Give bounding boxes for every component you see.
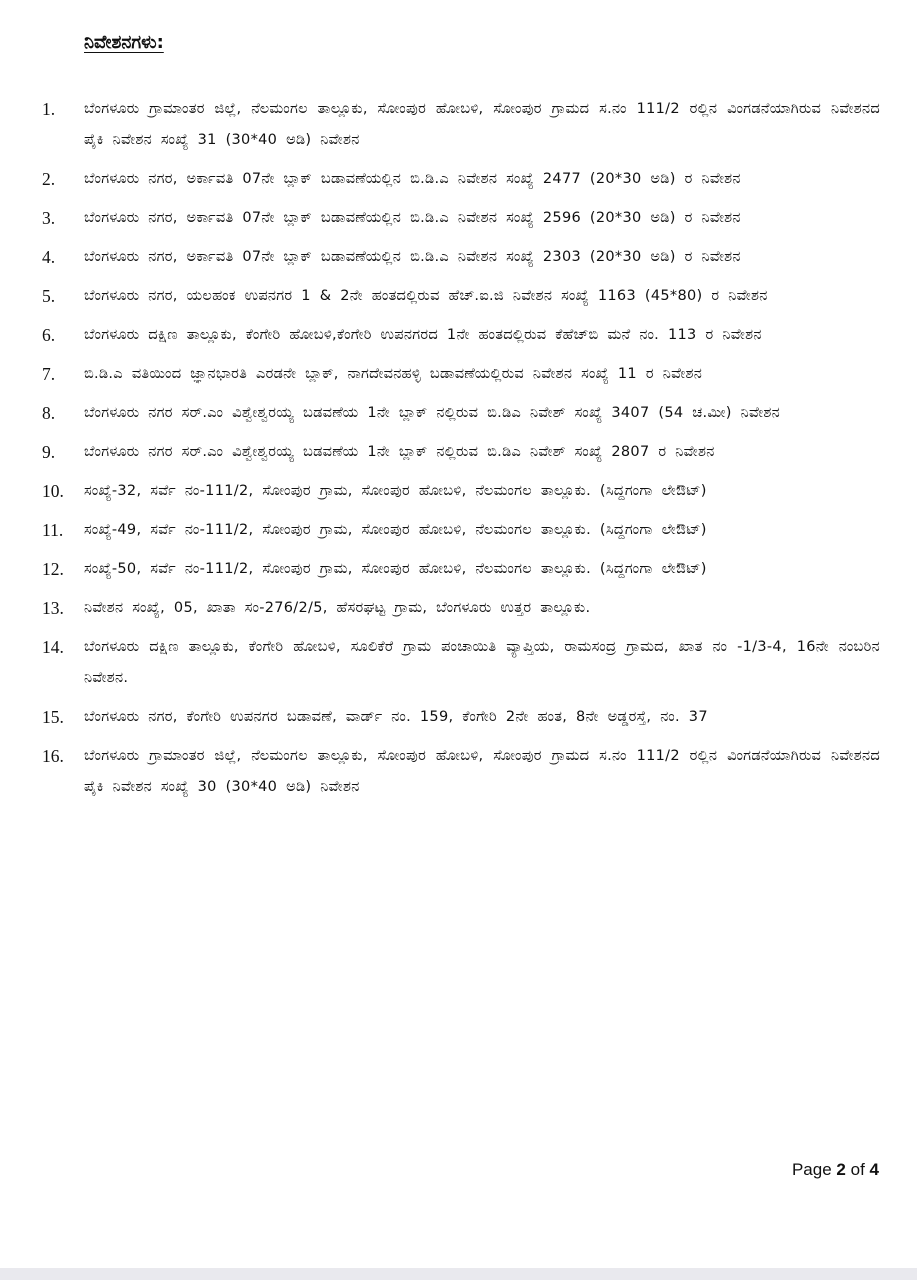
page-bottom-edge xyxy=(0,1268,917,1280)
list-item xyxy=(42,359,880,390)
item-text: ಬೆಂಗಳೂರು ನಗರ, ಅರ್ಕಾವತಿ 07ನೇ ಬ್ಲಾಕ್ ಬಡಾವಣೆಯಲ್ಲಿನ ಬಿ.ಡಿ.ಎ ನಿವೇಶನ ಸಂಖ್ಯೆ 2303 (20*30 ಅಡಿ) ರ ನಿವೇಶನ xyxy=(84,249,741,265)
list-item xyxy=(42,632,880,694)
item-number: 1. xyxy=(42,99,56,119)
item-number: 2. xyxy=(42,169,56,189)
section-heading: ನಿವೇಶನಗಳು: xyxy=(84,32,164,53)
item-text: ಬೆಂಗಳೂರು ಗ್ರಾಮಾಂತರ ಜಿಲ್ಲೆ, ನೆಲಮಂಗಲ ತಾಲ್ಲೂಕು, ಸೋಂಪುರ ಹೋಬಳಿ, ಸೋಂಪುರ ಗ್ರಾಮದ ಸ.ನಂ 111/2 ರಲ್ಲಿನ ವಿಂಗಡನೆಯಾಗಿರುವ ನಿವೇಶನದ ಪೈಕಿ ನಿವೇಶನ ಸಂಖ್ಯೆ 31 (30*40 ಅಡಿ) ನಿವೇಶನ xyxy=(84,101,880,148)
list-item xyxy=(42,515,880,546)
of-label: of xyxy=(850,1160,865,1179)
item-text: ಬೆಂಗಳೂರು ನಗರ, ಅರ್ಕಾವತಿ 07ನೇ ಬ್ಲಾಕ್ ಬಡಾವಣೆಯಲ್ಲಿನ ಬಿ.ಡಿ.ಎ ನಿವೇಶನ ಸಂಖ್ಯೆ 2477 (20*30 ಅಡಿ) ರ ನಿವೇಶನ xyxy=(84,171,741,187)
list-item xyxy=(42,164,880,195)
item-text: ಬೆಂಗಳೂರು ಗ್ರಾಮಾಂತರ ಜಿಲ್ಲೆ, ನೆಲಮಂಗಲ ತಾಲ್ಲೂಕು, ಸೋಂಪುರ ಹೋಬಳಿ, ಸೋಂಪುರ ಗ್ರಾಮದ ಸ.ನಂ 111/2 ರಲ್ಲಿನ ವಿಂಗಡನೆಯಾಗಿರುವ ನಿವೇಶನದ ಪೈಕಿ ನಿವೇಶನ ಸಂಖ್ಯೆ 30 (30*40 ಅಡಿ) ನಿವೇಶನ xyxy=(84,748,880,795)
list-item xyxy=(42,281,880,312)
item-number: 14. xyxy=(42,637,64,657)
total-pages: 4 xyxy=(869,1160,879,1179)
list-item xyxy=(42,242,880,273)
list-item xyxy=(42,94,880,156)
list-item xyxy=(42,203,880,234)
property-list xyxy=(42,94,880,811)
list-item xyxy=(42,476,880,507)
item-number: 4. xyxy=(42,247,56,267)
page-number xyxy=(792,1160,879,1180)
item-text: ಬೆಂಗಳೂರು ದಕ್ಷಿಣ ತಾಲ್ಲೂಕು, ಕೆಂಗೇರಿ ಹೋಬಳಿ,ಕೆಂಗೇರಿ ಉಪನಗರದ 1ನೇ ಹಂತದಲ್ಲಿರುವ ಕೆಹೆಚ್‌ಬಿ ಮನೆ ನಂ. 113 ರ ನಿವೇಶನ xyxy=(84,327,762,343)
item-number: 7. xyxy=(42,364,56,384)
list-item xyxy=(42,320,880,351)
list-item xyxy=(42,437,880,468)
current-page: 2 xyxy=(836,1160,846,1179)
item-number: 10. xyxy=(42,481,64,501)
item-text: ಬೆಂಗಳೂರು ನಗರ, ಕೆಂಗೇರಿ ಉಪನಗರ ಬಡಾವಣೆ, ವಾರ್ಡ್ ನಂ. 159, ಕೆಂಗೇರಿ 2ನೇ ಹಂತ, 8ನೇ ಅಡ್ಡರಸ್ತೆ, ನಂ. 37 xyxy=(84,709,708,725)
item-text: ಸಂಖ್ಯೆ-32, ಸರ್ವೆ ನಂ-111/2, ಸೋಂಪುರ ಗ್ರಾಮ, ಸೋಂಪುರ ಹೋಬಳಿ, ನೆಲಮಂಗಲ ತಾಲ್ಲೂಕು. (ಸಿದ್ದಗಂಗಾ ಲೇಔಟ್) xyxy=(84,483,707,499)
item-number: 16. xyxy=(42,746,64,766)
item-text: ಬಿ.ಡಿ.ಎ ವತಿಯಿಂದ ಜ್ಞಾನಭಾರತಿ ಎರಡನೇ ಬ್ಲಾಕ್, ನಾಗದೇವನಹಳ್ಳಿ ಬಡಾವಣೆಯಲ್ಲಿರುವ ನಿವೇಶನ ಸಂಖ್ಯೆ 11 ರ ನಿವೇಶನ xyxy=(84,366,703,382)
item-number: 13. xyxy=(42,598,64,618)
page-label: Page xyxy=(791,1160,832,1179)
item-number: 15. xyxy=(42,707,64,727)
item-number: 8. xyxy=(42,403,56,423)
list-item xyxy=(42,554,880,585)
item-text: ಬೆಂಗಳೂರು ನಗರ, ಅರ್ಕಾವತಿ 07ನೇ ಬ್ಲಾಕ್ ಬಡಾವಣೆಯಲ್ಲಿನ ಬಿ.ಡಿ.ಎ ನಿವೇಶನ ಸಂಖ್ಯೆ 2596 (20*30 ಅಡಿ) ರ ನಿವೇಶನ xyxy=(84,210,741,226)
item-number: 9. xyxy=(42,442,56,462)
item-number: 12. xyxy=(42,559,64,579)
item-text: ಬೆಂಗಳೂರು ದಕ್ಷಿಣ ತಾಲ್ಲೂಕು, ಕೆಂಗೇರಿ ಹೋಬಳಿ, ಸೂಲಿಕೆರೆ ಗ್ರಾಮ ಪಂಚಾಯಿತಿ ವ್ಯಾಪ್ತಿಯ, ರಾಮಸಂದ್ರ ಗ್ರಾಮದ, ಖಾತ ನಂ -1/3-4, 16ನೇ ನಂಬರಿನ ನಿವೇಶನ. xyxy=(84,639,880,686)
item-number: 3. xyxy=(42,208,56,228)
item-text: ಬೆಂಗಳೂರು ನಗರ ಸರ್.ಎಂ ವಿಶ್ವೇಶ್ವರಯ್ಯ ಬಡವಣೆಯ 1ನೇ ಬ್ಲಾಕ್ ನಲ್ಲಿರುವ ಬಿ.ಡಿಎ ನಿವೇಶ್ ಸಂಖ್ಯೆ 2807 ರ ನಿವೇಶನ xyxy=(84,444,715,460)
item-number: 11. xyxy=(42,520,64,540)
item-number: 5. xyxy=(42,286,56,306)
list-item xyxy=(42,741,880,803)
list-item xyxy=(42,702,880,733)
list-item xyxy=(42,593,880,624)
item-text: ಬೆಂಗಳೂರು ನಗರ, ಯಲಹಂಕ ಉಪನಗರ 1 & 2ನೇ ಹಂತದಲ್ಲಿರುವ ಹೆಚ್.ಐ.ಜಿ ನಿವೇಶನ ಸಂಖ್ಯೆ 1163 (45*80) ರ ನಿವೇಶನ xyxy=(84,288,768,304)
item-text: ಸಂಖ್ಯೆ-50, ಸರ್ವೆ ನಂ-111/2, ಸೋಂಪುರ ಗ್ರಾಮ, ಸೋಂಪುರ ಹೋಬಳಿ, ನೆಲಮಂಗಲ ತಾಲ್ಲೂಕು. (ಸಿದ್ದಗಂಗಾ ಲೇಔಟ್) xyxy=(84,561,707,577)
item-text: ಸಂಖ್ಯೆ-49, ಸರ್ವೆ ನಂ-111/2, ಸೋಂಪುರ ಗ್ರಾಮ, ಸೋಂಪುರ ಹೋಬಳಿ, ನೆಲಮಂಗಲ ತಾಲ್ಲೂಕು. (ಸಿದ್ದಗಂಗಾ ಲೇಔಟ್) xyxy=(84,522,707,538)
list-item xyxy=(42,398,880,429)
item-text: ನಿವೇಶನ ಸಂಖ್ಯೆ, 05, ಖಾತಾ ಸಂ-276/2/5, ಹೆಸರಘಟ್ಟ ಗ್ರಾಮ, ಬೆಂಗಳೂರು ಉತ್ತರ ತಾಲ್ಲೂಕು. xyxy=(84,600,591,616)
item-text: ಬೆಂಗಳೂರು ನಗರ ಸರ್.ಎಂ ವಿಶ್ವೇಶ್ವರಯ್ಯ ಬಡವಣೆಯ 1ನೇ ಬ್ಲಾಕ್ ನಲ್ಲಿರುವ ಬಿ.ಡಿಎ ನಿವೇಶ್ ಸಂಖ್ಯೆ 3407 (54 ಚ.ಮೀ) ನಿವೇಶನ xyxy=(84,405,780,421)
item-number: 6. xyxy=(42,325,56,345)
